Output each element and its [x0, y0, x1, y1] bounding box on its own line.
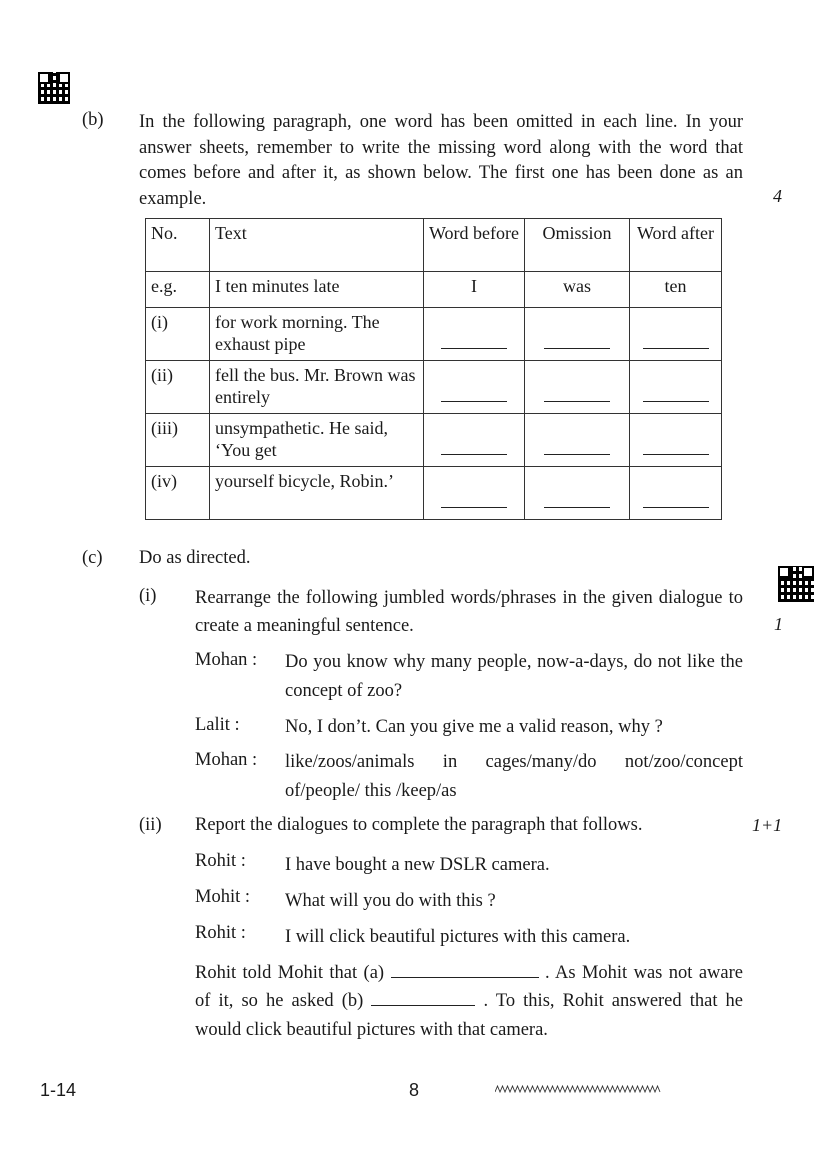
word-after-blank — [630, 414, 722, 467]
row-word-after: ten — [630, 272, 722, 308]
footer-code: 1-14 — [40, 1080, 77, 1100]
question-b-marks: 4 — [773, 186, 782, 206]
speaker: Lalit : — [195, 715, 240, 735]
row-word-before: I — [424, 272, 525, 308]
question-c-label: (c) — [82, 548, 103, 568]
paragraph-part: . To this, Rohit answered that he would click beautiful pictures with that camera. — [195, 991, 744, 1040]
dialogue-text: Do you know why many people, now-a-days, do not like the concept of zoo? — [285, 652, 743, 701]
part-ii-instruction: Report the dialogues to complete the paragraph that follows. — [195, 815, 643, 835]
word-after-blank — [630, 467, 722, 520]
blank-b[interactable] — [371, 989, 475, 1006]
part-ii-marks: 1+1 — [752, 815, 783, 835]
row-no: e.g. — [146, 272, 210, 308]
report-paragraph — [195, 959, 743, 1044]
row-no: (iii) — [146, 414, 210, 467]
paragraph-part: Rohit told Mohit that (a) — [195, 963, 385, 983]
row-text: yourself bicycle, Robin.’ — [210, 467, 424, 520]
row-no: (ii) — [146, 361, 210, 414]
row-text: I ten minutes late — [210, 272, 424, 308]
speaker: Rohit : — [195, 923, 246, 943]
question-b-instruction: In the following paragraph, one word has been omitted in each line. In your answer sheets, remember to write the missing word along with the word that comes before and after it, as shown below. The first one has been done as an example. — [139, 112, 743, 209]
table-row — [146, 308, 722, 361]
page-number: 8 — [409, 1080, 420, 1100]
part-i-label: (i) — [139, 586, 157, 606]
dialogue-line — [195, 713, 743, 742]
word-after-blank — [630, 308, 722, 361]
part-ii-label: (ii) — [139, 815, 162, 835]
qr-code-icon — [778, 566, 814, 602]
question-b-label: (b) — [82, 110, 104, 130]
word-before-blank — [424, 467, 525, 520]
header-word-after: Word after — [630, 219, 722, 272]
paragraph-part: . As Mohit was not aware of it, so he asked (b) — [195, 963, 743, 1012]
table-row-example — [146, 272, 722, 308]
table-row — [146, 361, 722, 414]
dialogue-line — [195, 648, 743, 705]
speaker: Mohan : — [195, 750, 258, 770]
speaker: Mohit : — [195, 887, 250, 907]
part-i-marks: 1 — [774, 614, 783, 634]
question-c-instruction: Do as directed. — [139, 548, 251, 568]
dialogue-text: I will click beautiful pictures with this camera. — [285, 927, 631, 947]
header-omission: Omission — [525, 219, 630, 272]
header-text: Text — [210, 219, 424, 272]
qr-code-icon — [38, 72, 70, 104]
word-before-blank — [424, 308, 525, 361]
blank-a[interactable] — [391, 961, 539, 978]
wavy-line-decoration — [495, 1085, 663, 1093]
dialogue-line — [195, 748, 743, 805]
omission-blank — [525, 308, 630, 361]
omission-blank — [525, 414, 630, 467]
part-i-instruction: Rearrange the following jumbled words/phrases in the given dialogue to create a meaningful sentence. — [195, 588, 743, 636]
row-text: fell the bus. Mr. Brown was entirely — [210, 361, 424, 414]
header-no: No. — [146, 219, 210, 272]
row-text: unsympathetic. He said, ‘You get — [210, 414, 424, 467]
row-no: (iv) — [146, 467, 210, 520]
header-word-before: Word before — [424, 219, 525, 272]
dialogue-line — [195, 923, 743, 952]
row-omission: was — [525, 272, 630, 308]
dialogue-text: like/zoos/animals in cages/many/do not/zoo/concept of/people/ this /keep/as — [285, 752, 743, 801]
dialogue-text: No, I don’t. Can you give me a valid reason, why ? — [285, 717, 663, 737]
speaker: Mohan : — [195, 650, 258, 670]
row-text: for work morning. The exhaust pipe — [210, 308, 424, 361]
omission-blank — [525, 361, 630, 414]
row-no: (i) — [146, 308, 210, 361]
word-before-blank — [424, 361, 525, 414]
dialogue-text: I have bought a new DSLR camera. — [285, 855, 550, 875]
table-header-row — [146, 219, 722, 272]
table-row — [146, 467, 722, 520]
dialogue-text: What will you do with this ? — [285, 891, 496, 911]
table-row — [146, 414, 722, 467]
word-after-blank — [630, 361, 722, 414]
dialogue-line — [195, 851, 743, 880]
word-before-blank — [424, 414, 525, 467]
dialogue-line — [195, 887, 743, 916]
speaker: Rohit : — [195, 851, 246, 871]
omission-table — [145, 218, 722, 520]
omission-blank — [525, 467, 630, 520]
